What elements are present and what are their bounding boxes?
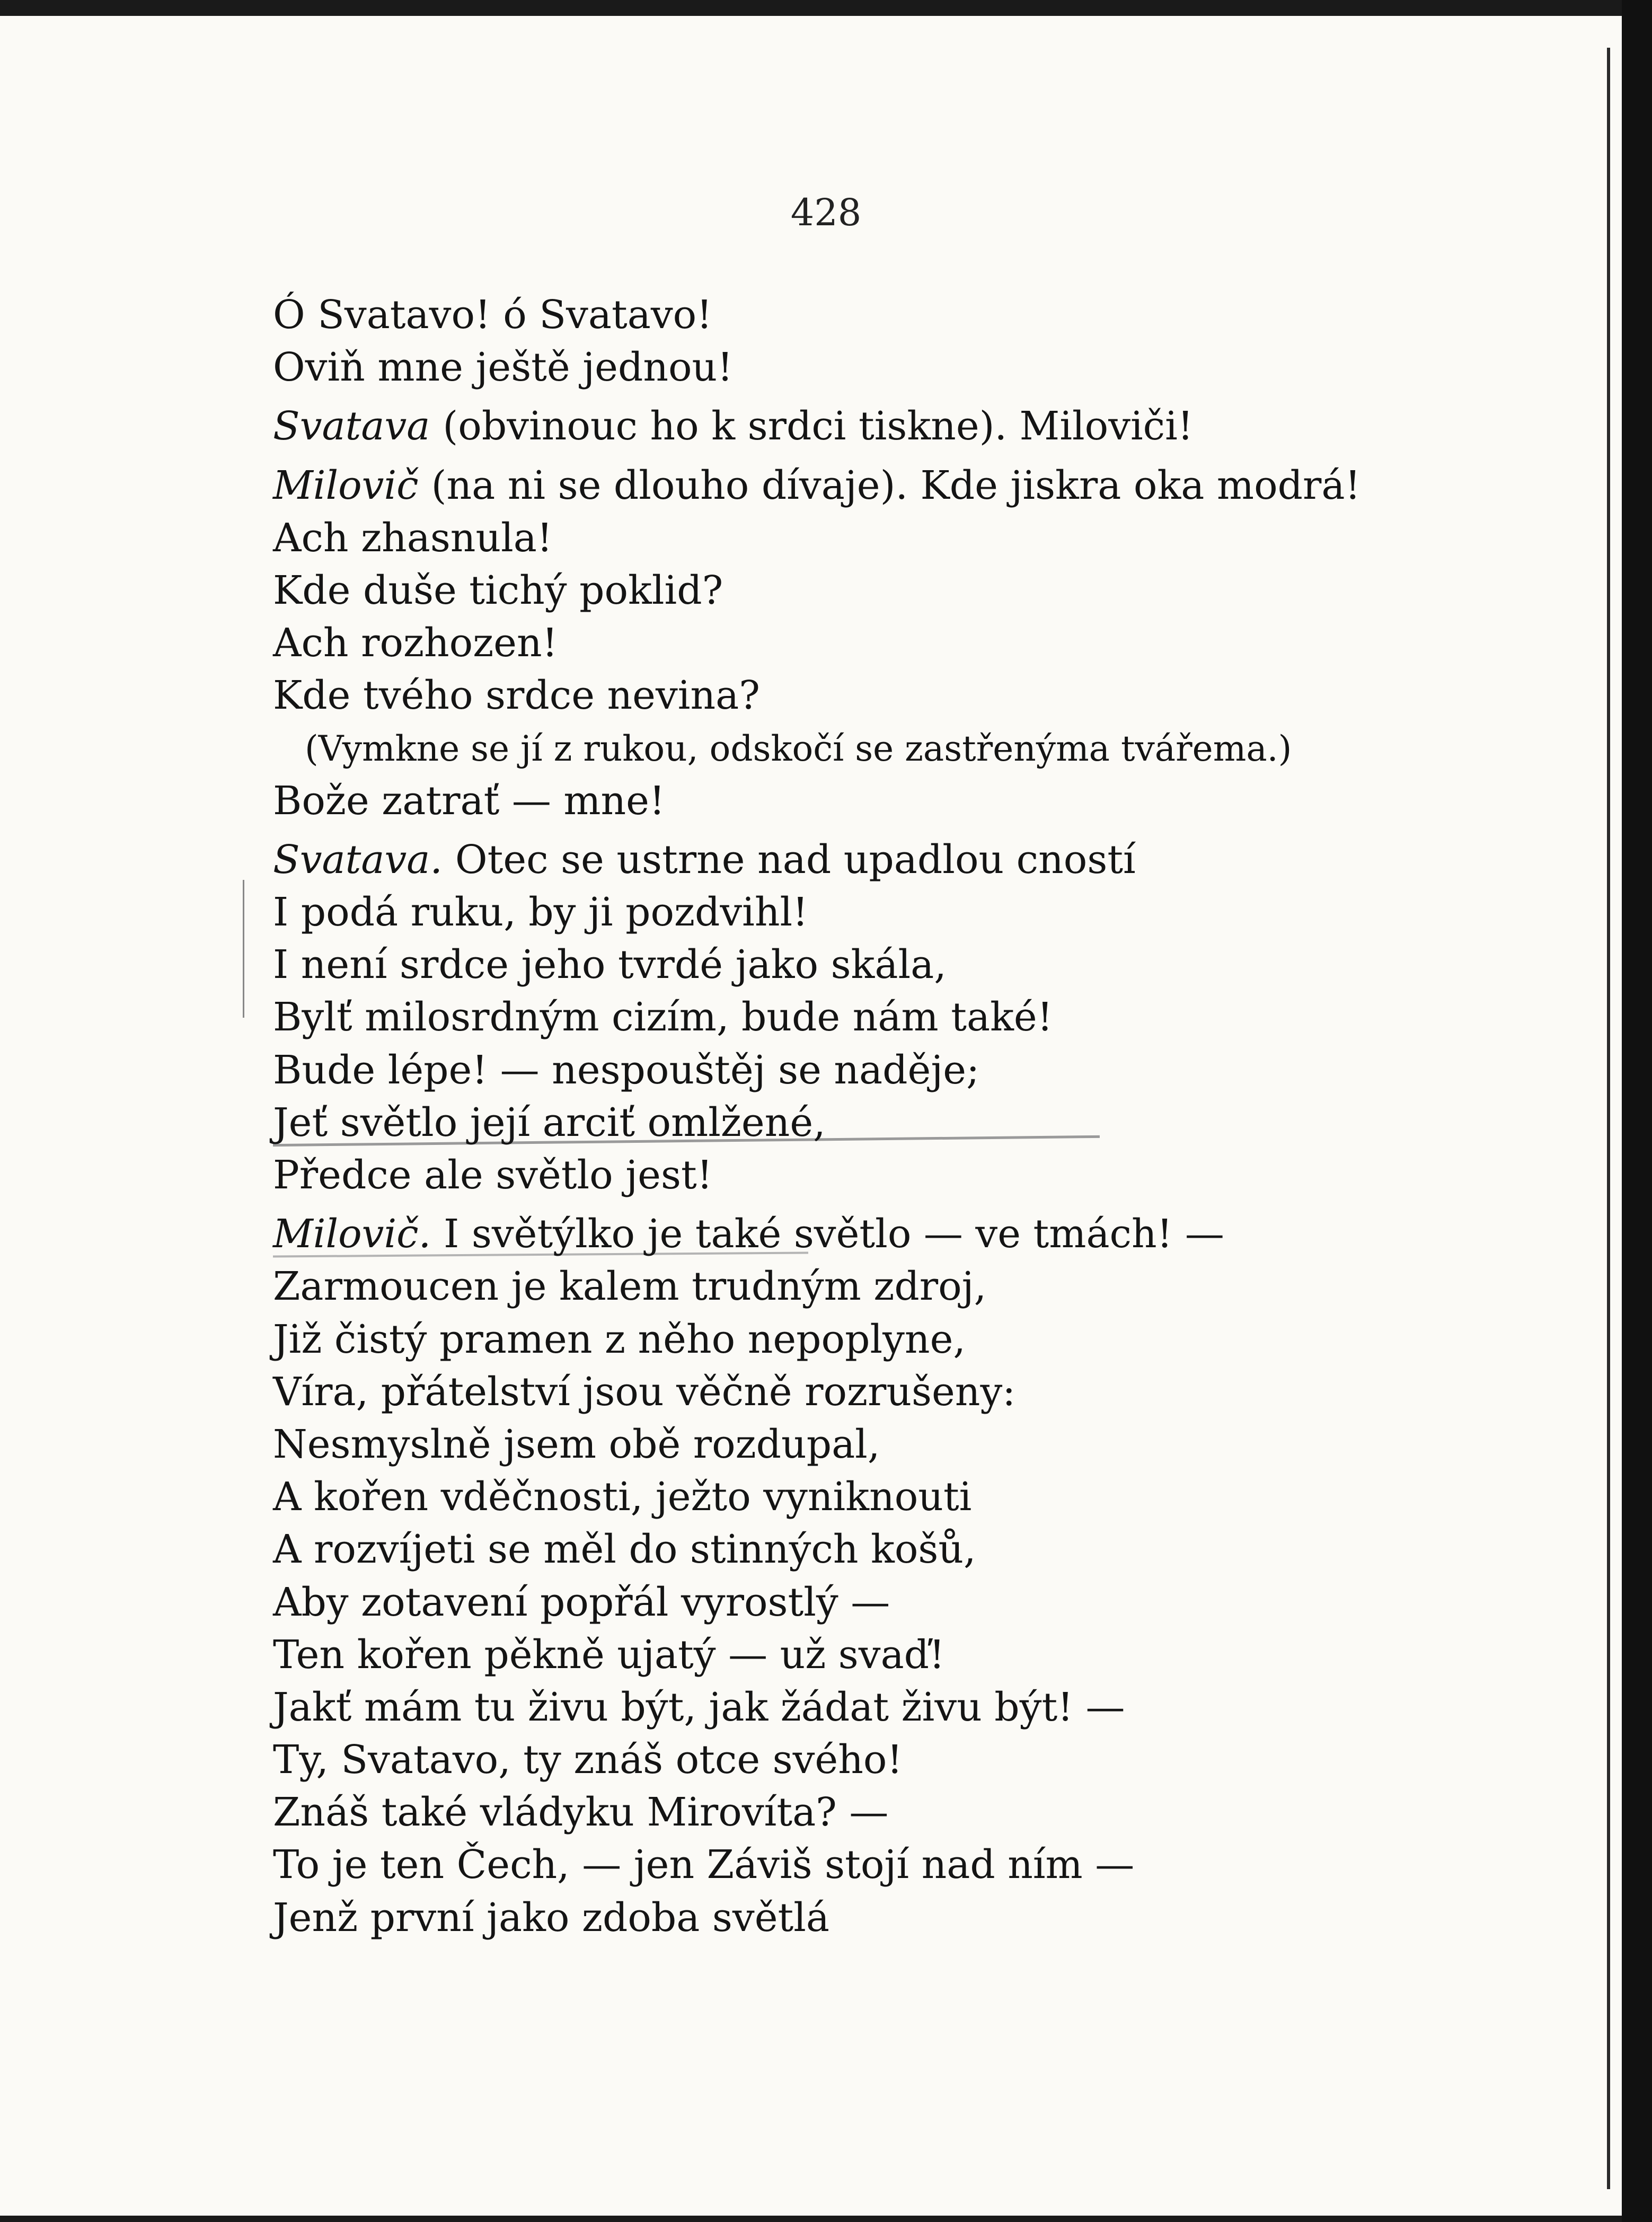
verse-line — [273, 1892, 1492, 1944]
verse-line — [273, 1366, 1492, 1418]
verse-line — [273, 1044, 1492, 1097]
speaker-name: Milovič — [273, 462, 419, 508]
verse-line — [273, 834, 1492, 886]
line-text: Bylť milosrdným cizím, bude nám také! — [273, 994, 1053, 1041]
verse-line — [273, 460, 1492, 512]
line-text: Ty, Svatavo, ty znáš otce svého! — [273, 1737, 903, 1783]
verse-line — [273, 1523, 1492, 1576]
verse-line — [273, 886, 1492, 939]
line-text: Bude lépe! — nespouštěj se naděje; — [273, 1047, 980, 1093]
line-text: Jenž první jako zdoba světlá — [273, 1894, 830, 1941]
line-text: I světýlko je také světlo — ve tmách! — — [444, 1211, 1224, 1257]
line-text: Ten kořen pěkně ujatý — už svaď! — [273, 1632, 945, 1678]
verse-line — [273, 1149, 1492, 1202]
verse-line — [273, 565, 1492, 617]
verse-line — [273, 1471, 1492, 1523]
line-text: Znáš také vládyku Mirovíta? — — [273, 1789, 889, 1836]
line-text: Kde tvého srdce nevina? — [273, 673, 760, 719]
verse-line — [273, 991, 1492, 1044]
verse-line — [273, 669, 1492, 722]
verse-line — [273, 1313, 1492, 1366]
verse-line — [273, 939, 1492, 991]
line-text: A rozvíjeti se měl do stinných košů, — [273, 1527, 976, 1573]
line-text: Již čistý pramen z něho nepoplyne, — [273, 1316, 966, 1362]
verse-line — [273, 289, 1492, 341]
verse-line — [273, 1418, 1492, 1471]
line-text: (Vymkne se jí z rukou, odskočí se zastřenýma tvářema.) — [305, 728, 1292, 769]
speaker-name: Svatava — [273, 403, 430, 449]
line-text: Předce ale světlo jest! — [273, 1152, 713, 1198]
line-text: Bože zatrať — mne! — [273, 778, 665, 824]
verse-line — [273, 775, 1492, 827]
scan-border — [1622, 0, 1652, 2222]
line-text: I podá ruku, by ji pozdvihl! — [273, 889, 808, 936]
line-text: Jeť světlo její arciť omlžené, — [273, 1099, 826, 1145]
line-text: Kde duše tichý poklid? — [273, 567, 723, 613]
line-text: Aby zotavení popřál vyrostlý — — [273, 1579, 890, 1625]
book-page — [0, 16, 1622, 2216]
line-text: Nesmyslně jsem obě rozdupal, — [273, 1421, 880, 1467]
speaker-name: Svatava. — [273, 836, 443, 883]
verse-line — [273, 1786, 1492, 1839]
stage-direction — [273, 722, 1492, 775]
page-number: 428 — [790, 191, 862, 234]
line-text: A kořen vděčnosti, ježto vyniknouti — [273, 1474, 972, 1520]
line-text: I není srdce jeho tvrdé jako skála, — [273, 942, 947, 988]
line-text: Ó Svatavo! ó Svatavo! — [273, 292, 712, 338]
speaker-name: Milovič. — [273, 1211, 431, 1257]
line-text: Ach zhasnula! — [273, 515, 553, 561]
line-text: To je ten Čech, — jen Záviš stojí nad ním — — [273, 1842, 1135, 1888]
verse-line — [273, 1208, 1492, 1260]
line-text: Oviň mne ještě jednou! — [273, 345, 733, 391]
verse-line — [273, 1260, 1492, 1313]
verse-line — [273, 1681, 1492, 1734]
verse-line — [273, 617, 1492, 669]
page-edge-shadow — [1607, 48, 1610, 2189]
verse-line — [273, 400, 1492, 453]
line-text: Otec se ustrne nad upadlou cností — [455, 836, 1136, 883]
verse-line — [273, 1734, 1492, 1786]
verse-line — [273, 1097, 1492, 1149]
line-text: Víra, přátelství jsou věčně rozrušeny: — [273, 1369, 1016, 1415]
margin-pencil-mark — [243, 880, 244, 1018]
verse-line — [273, 1629, 1492, 1681]
line-text: (na ni se dlouho dívaje). Kde jiskra oka modrá! — [431, 462, 1361, 508]
verse-line — [273, 341, 1492, 394]
line-text: (obvinouc ho k srdci tiskne). Miloviči! — [443, 403, 1194, 449]
line-text: Ach rozhozen! — [273, 620, 558, 666]
verse-line — [273, 512, 1492, 565]
verse-line — [273, 1576, 1492, 1629]
line-text: Zarmoucen je kalem trudným zdroj, — [273, 1264, 987, 1310]
verse-text — [273, 289, 1492, 1944]
verse-line — [273, 1839, 1492, 1891]
line-text: Jakť mám tu živu být, jak žádat živu být! — — [273, 1684, 1125, 1730]
